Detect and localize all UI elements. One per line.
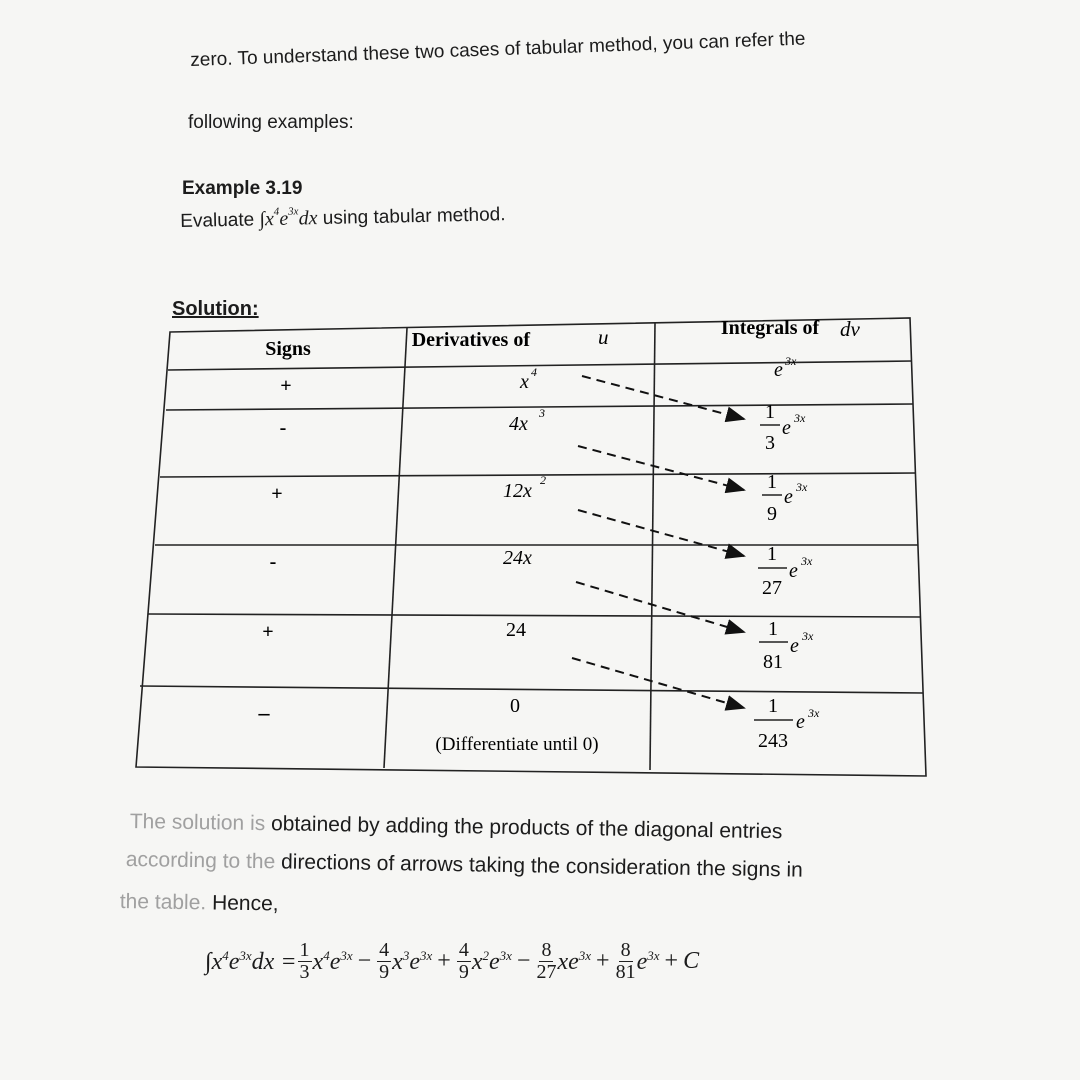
term-5-fraction [616,940,636,983]
example-title: Example 3.19 [182,178,303,199]
intro-line-2: following examples: [188,112,354,133]
operator-5: + [596,948,610,974]
term-3-num: 4 [458,939,469,961]
integral-row-5-num: 1 [768,618,778,640]
term-2-num: 4 [379,939,390,961]
integral-row-3-e: e [784,486,793,508]
final-lhs-e: e [228,948,240,975]
term-1-exp: 4 [323,947,330,963]
integral-row-6-den: 243 [758,730,788,752]
explanation-line-3-rest: Hence, [206,891,279,916]
term-2-fraction [377,940,391,983]
term-2-den: 9 [379,961,390,983]
integral-row-4-exp: 3x [801,554,813,568]
operator-6: + [664,948,679,974]
integral-row-5-e: e [790,635,799,657]
derivative-row-4: 24x [503,547,532,569]
final-lhs-exp3x: 3x [239,947,252,963]
differentiate-note: (Differentiate until 0) [435,734,599,755]
term-1-body [313,948,353,976]
evaluate-prefix: Evaluate [180,209,255,232]
operator-4: − [516,948,531,974]
sign-row-6: – [258,700,270,725]
term-2-body [392,948,432,976]
term-1-e: e [329,948,341,975]
diagonal-arrow-5 [572,658,744,708]
explanation-line-3 [120,890,279,916]
term-5-body [637,948,660,976]
term-5-e: e [636,948,648,975]
sign-row-4: - [269,551,277,573]
term-4-eexp: 3x [578,947,592,963]
derivative-row-3: 12x [503,480,532,502]
term-5-eexp: 3x [647,947,660,963]
term-2-eexp: 3x [419,947,433,963]
integral-row-3-num: 1 [767,471,777,493]
integral-row-2-e: e [782,417,791,439]
term-4-xe: xe [557,948,579,975]
diagonal-arrow-1 [582,376,744,419]
final-lhs [205,948,297,976]
header-signs: Signs [265,338,311,360]
solution-label: Solution: [172,298,259,320]
intro-line-1: zero. To understand these two cases of tabular method, you can refer the [190,28,806,71]
sign-row-5: + [262,621,274,643]
integral-x: ∫x [259,208,275,231]
derivative-row-1: x [520,371,529,393]
final-lhs-dx: dx = [251,948,297,975]
diagonal-arrow-3 [578,510,744,556]
term-2-exp: 3 [402,947,410,963]
exp-3x: 3x [287,205,299,218]
row-divider-6 [140,686,923,693]
integral-row-6-num: 1 [768,695,778,717]
derivative-row-2: 4x [509,413,528,435]
term-1-den: 3 [299,961,310,983]
term-1-fraction [298,940,312,983]
sign-row-1: + [280,375,292,397]
term-4-fraction [536,940,556,983]
header-integrals-var: dv [840,317,860,341]
integral-row-2-num: 1 [765,401,775,423]
integral-row-3-den: 9 [767,503,777,525]
row-divider-5 [148,614,921,617]
term-4-num: 8 [541,939,552,961]
integral-row-3-exp: 3x [796,480,808,494]
term-1-eexp: 3x [340,947,353,963]
term-4-den: 27 [536,961,557,983]
header-derivatives: Derivatives of [411,329,530,351]
term-5-num: 8 [620,939,631,961]
integral-row-1-exp: 3x [785,354,797,368]
header-derivatives-var: u [598,325,609,349]
explanation-line-1-faded: The solution is [129,810,266,836]
derivative-row-2-exp: 3 [539,406,545,420]
integral-row-2-exp: 3x [794,411,806,425]
term-2-e: e [409,948,420,975]
term-3-den: 9 [458,961,469,983]
column-divider-2 [650,323,655,770]
column-divider-1 [384,328,407,768]
row-divider-3 [160,473,916,477]
term-3-eexp: 3x [499,947,512,963]
diagonal-arrow-4 [576,582,744,632]
sign-row-2: - [279,417,287,439]
integral-row-5-den: 81 [763,651,783,673]
term-5-den: 81 [615,961,636,983]
derivative-row-5: 24 [506,619,526,641]
integral-e: e [279,207,289,230]
term-2-x: x [392,948,403,975]
integral-row-4-den: 27 [762,577,782,599]
term-3-x: x [471,948,483,975]
final-lhs-integral: ∫x [205,948,223,975]
integral-row-5-exp: 3x [802,629,814,643]
term-3-e: e [488,948,500,975]
derivative-row-6: 0 [510,695,520,717]
integral-row-2-den: 3 [765,432,775,454]
integral-row-6-exp: 3x [808,706,820,720]
term-3-body [472,948,512,976]
final-lhs-exp4: 4 [222,947,229,963]
operator-3: + [437,948,451,974]
integral-dx: dx [298,207,318,230]
explanation-line-1-rest: obtained by adding the products of the diagonal entries [265,812,783,844]
derivative-row-1-exp: 4 [531,365,537,379]
integral-row-1-e: e [774,359,783,381]
term-3-fraction [457,940,471,983]
final-equation [205,940,699,983]
explanation-line-2-rest: directions of arrows taking the consideration the signs in [275,850,803,882]
sign-row-3: + [271,483,283,505]
operator-2: − [357,948,372,974]
term-1-num: 1 [299,939,310,961]
term-4-body [557,948,591,976]
derivative-row-3-exp: 2 [540,473,546,487]
term-1-x: x [312,948,324,975]
term-3-exp: 2 [482,947,489,963]
constant-c: C [683,948,700,974]
evaluate-suffix: using tabular method. [322,204,506,230]
exp-4: 4 [273,205,280,219]
explanation-line-3-faded: the table. [119,890,207,915]
explanation-line-2-faded: according to the [125,848,276,874]
integral-row-4-num: 1 [767,543,777,565]
header-integrals: Integrals of [720,317,820,339]
row-divider-1 [168,361,912,370]
integral-row-6-e: e [796,711,805,733]
integral-row-4-e: e [789,560,798,582]
diagonal-arrow-2 [578,446,744,490]
